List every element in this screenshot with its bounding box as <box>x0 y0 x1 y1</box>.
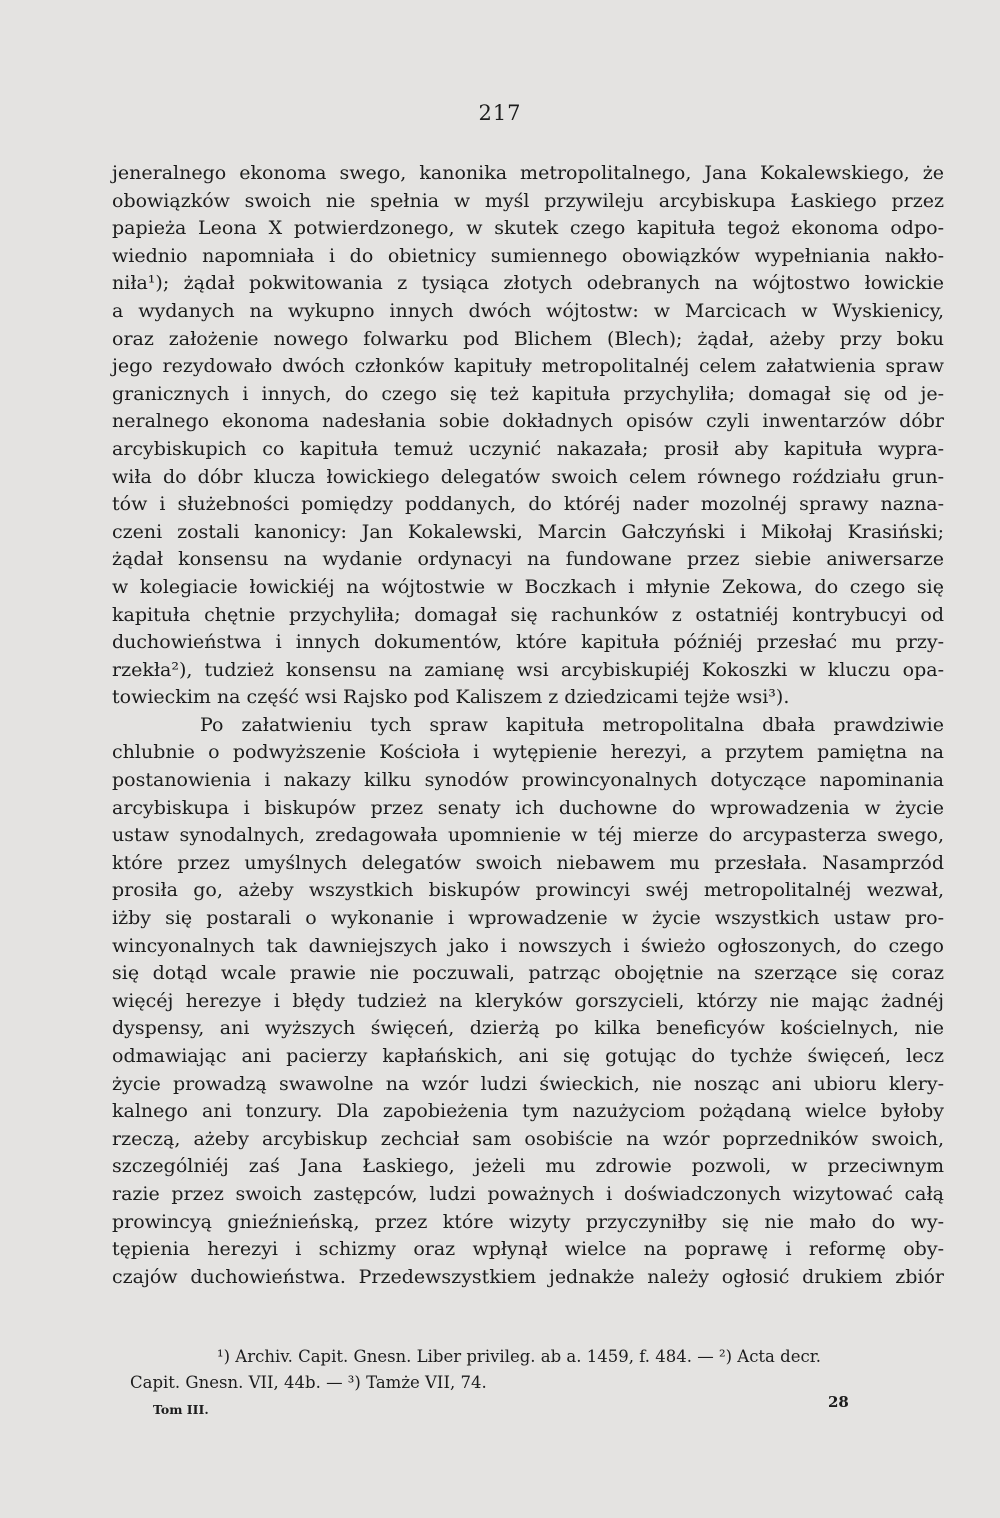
text-line: odmawiając ani pacierzy kapłańskich, ani się gotując do tychże święceń, lecz <box>112 1045 944 1067</box>
signature-mark: 28 <box>828 1393 849 1411</box>
text-line: towieckim na część wsi Rajsko pod Kaliszem z dziedzicami tejże wsi³). <box>112 686 790 709</box>
text-line: arcybiskupa i biskupów przez senaty ich duchowne do wprowadzenia w życie <box>112 796 944 819</box>
text-line: a wydanych na wykupno innych dwóch wójtostw: w Marcicach w Wyskienicy, <box>112 299 944 322</box>
text-line: czajów duchowieństwa. Przedewszystkiem jednakże należy ogłosić drukiem zbiór <box>112 1265 944 1288</box>
text-line: postanowienia i nakazy kilku synodów prowincyonalnych dotyczące napominania <box>112 769 944 792</box>
text-line: czeni zostali kanonicy: Jan Kokalewski, Marcin Gałczyński i Mikołaj Krasiński; <box>112 520 944 543</box>
text-line: wincyonalnych tak dawniejszych jako i nowszych i świeżo ogłoszonych, do czego <box>112 934 944 957</box>
text-line: rzeczą, ażeby arcybiskup zechciał sam osobiście na wzór poprzedników swoich, <box>112 1127 944 1150</box>
text-line: życie prowadzą swawolne na wzór ludzi świeckich, nie nosząc ani ubioru klery- <box>112 1072 944 1095</box>
text-line: oraz założenie nowego folwarku pod Blichem (Blech); żądał, ażeby przy boku <box>112 327 944 350</box>
text-line: kapituła chętnie przychyliła; domagał się rachunków z ostatniéj kontrybucyi od <box>112 603 944 626</box>
page-number: 217 <box>478 101 522 125</box>
text-line: obowiązków swoich nie spełnia w myśl przywileju arcybiskupa Łaskiego przez <box>112 189 944 212</box>
text-line: razie przez swoich zastępców, ludzi poważnych i doświadczonych wizytować całą <box>112 1182 944 1205</box>
text-line: arcybiskupich co kapituła temuż uczynić nakazała; prosił aby kapituła wypra- <box>112 437 944 460</box>
text-line: się dotąd wcale prawie nie poczuwali, patrząc obojętnie na szerzące się coraz <box>112 962 944 985</box>
text-line: w kolegiacie łowickiéj na wójtostwie w Boczkach i młynie Zekowa, do czego się <box>112 575 944 598</box>
footnote-line: ¹) Archiv. Capit. Gnesn. Liber privileg. ab a. 1459, f. 484. — ²) Acta decr. <box>217 1347 822 1366</box>
text-line: neralnego ekonoma nadesłania sobie dokładnych opisów czyli inwentarzów dóbr <box>112 410 944 433</box>
text-line: wiła do dóbr klucza łowickiego delegatów swoich celem równego roździału grun- <box>112 465 944 488</box>
volume-label: Tom III. <box>153 1402 209 1417</box>
text-line: żądał konsensu na wydanie ordynacyi na fundowane przez siebie aniwersarze <box>112 548 944 571</box>
text-line: iżby się postarali o wykonanie i wprowadzenie w życie wszystkich ustaw pro- <box>112 907 944 930</box>
text-line: wiednio napomniała i do obietnicy sumiennego obowiązków wypełniania nakło- <box>112 244 944 267</box>
text-line: tępienia herezyi i schizmy oraz wpłynął wielce na poprawę i reformę oby- <box>112 1238 944 1261</box>
text-line: duchowieństwa i innych dokumentów, które kapituła późniéj przesłać mu przy- <box>112 631 944 654</box>
text-line: tów i służebności pomiędzy poddanych, do któréj nader mozolnéj sprawy nazna- <box>112 493 944 516</box>
text-line: prosiła go, ażeby wszystkich biskupów prowincyi swéj metropolitalnéj wezwał, <box>112 879 944 902</box>
footnotes <box>112 1344 944 1396</box>
text-line: więcéj herezye i błędy tudzież na kleryków gorszycieli, którzy nie mając żadnéj <box>112 989 944 1012</box>
text-line: niła¹); żądał pokwitowania z tysiąca złotych odebranych na wójtostwo łowickie <box>112 272 944 295</box>
text-line: granicznych i innych, do czego się też kapituła przychyliła; domagał się od je- <box>112 382 944 405</box>
footnote-line: Capit. Gnesn. VII, 44b. — ³) Tamże VII, 74. <box>130 1373 487 1392</box>
text-line: kalnego ani tonzury. Dla zapobieżenia tym nazużyciom pożądaną wielce byłoby <box>112 1100 944 1123</box>
text-line: które przez umyślnych delegatów swoich niebawem mu przesłała. Nasamprzód <box>112 851 944 874</box>
text-line: szczególniéj zaś Jana Łaskiego, jeżeli mu zdrowie pozwoli, w przeciwnym <box>112 1155 944 1178</box>
text-line: rzekła²), tudzież konsensu na zamianę wsi arcybiskupiéj Kokoszki w kluczu opa- <box>112 658 944 681</box>
text-line: papieża Leona X potwierdzonego, w skutek czego kapituła tegoż ekonoma odpo- <box>112 217 944 240</box>
body-text <box>112 160 944 1291</box>
text-line: dyspensy, ani wyższych święceń, dzierżą po kilka beneficyów kościelnych, nie <box>112 1017 944 1040</box>
text-line: ustaw synodalnych, zredagowała upomnienie w téj mierze do arcypasterza swego, <box>112 824 944 847</box>
text-line: jeneralnego ekonoma swego, kanonika metropolitalnego, Jana Kokalewskiego, że <box>112 162 944 184</box>
text-line: prowincyą gnieźnieńską, przez które wizyty przyczyniłby się nie mało do wy- <box>112 1210 944 1233</box>
text-line: chlubnie o podwyższenie Kościoła i wytępienie herezyi, a przytem pamiętna na <box>112 741 944 764</box>
text-line: Po załatwieniu tych spraw kapituła metropolitalna dbała prawdziwie <box>200 713 944 736</box>
text-line: jego rezydowało dwóch członków kapituły metropolitalnéj celem załatwienia spraw <box>112 355 944 378</box>
